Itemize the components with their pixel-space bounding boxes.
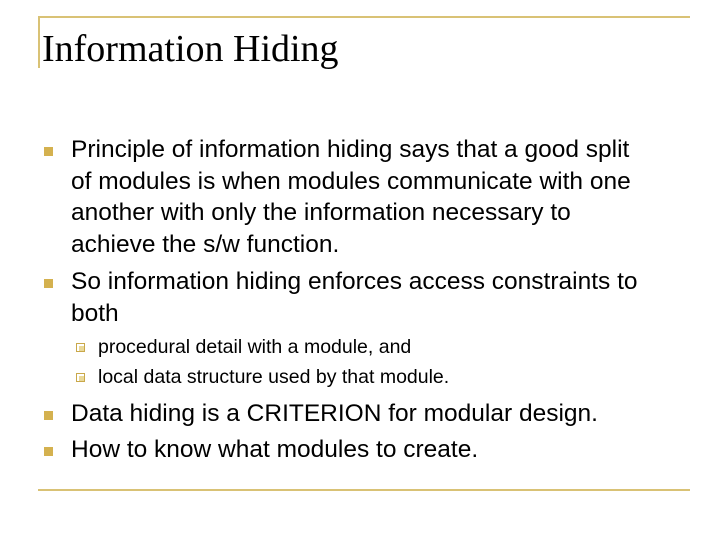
bottom-rule (38, 489, 690, 491)
bullet-2-line-1: So information hiding enforces access constraints to (71, 268, 638, 295)
square-bullet-icon (44, 147, 53, 156)
bullet-3-line-1: Data hiding is a CRITERION for modular design. (71, 400, 598, 427)
bullet-2-line-2: both (71, 299, 119, 327)
square-bullet-icon (44, 279, 53, 288)
top-rule (38, 16, 690, 18)
square-bullet-icon (44, 447, 53, 456)
square-bullet-icon (44, 411, 53, 420)
bullet-1-line-4: achieve the s/w function. (71, 230, 340, 258)
left-rule (38, 16, 40, 68)
hollow-square-bullet-icon (76, 373, 85, 382)
bullet-1-line-3: another with only the information necessary to (71, 199, 571, 226)
bullet-1-line-1: Principle of information hiding says that a good split (71, 136, 630, 163)
bullet-1-line-2: of modules is when modules communicate with one (71, 167, 631, 195)
sub-bullet-1: procedural detail with a module, and (98, 336, 412, 358)
bullet-4-line-1: How to know what modules to create. (71, 436, 479, 463)
sub-bullet-2: local data structure used by that module. (98, 366, 450, 388)
hollow-square-bullet-icon (76, 343, 85, 352)
slide-title: Information Hiding (42, 28, 339, 70)
